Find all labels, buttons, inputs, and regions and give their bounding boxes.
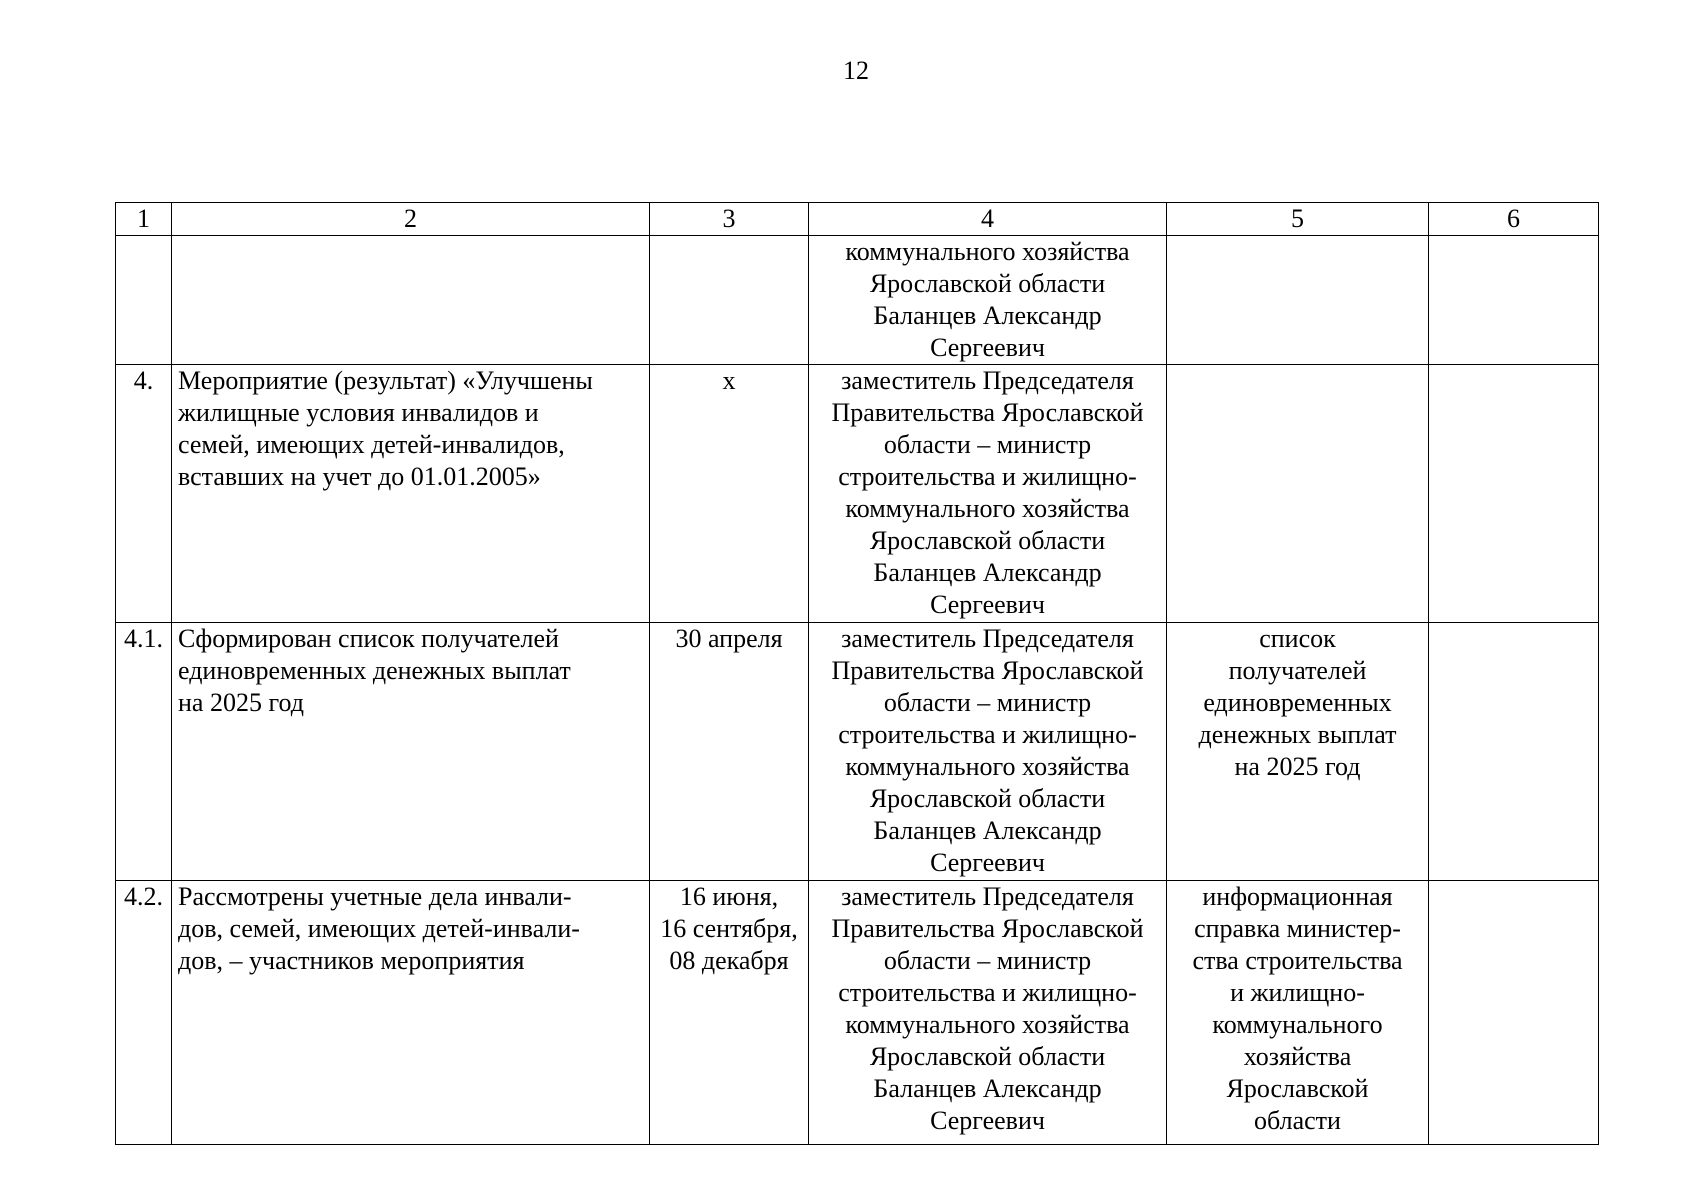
cell-text-line: Сформирован список получателей (178, 624, 559, 653)
cell-text-line: дов, семей, имеющих детей-инвали- (178, 914, 580, 943)
table-body (116, 236, 1599, 1145)
result-document-cell (1167, 365, 1429, 623)
cell-text-line: Рассмотрены учетные дела инвали- (178, 882, 572, 911)
cell-text-line: 4.2. (124, 882, 163, 911)
event-name-cell (172, 365, 650, 623)
cell-text-line: Ярославской области (869, 526, 1106, 555)
cell-text-line: вставших на учет до 01.01.2005» (178, 462, 541, 491)
cell-text-line: области – министр (883, 946, 1092, 975)
cell-text-line: 30 апреля (675, 624, 783, 653)
cell-text-line: Сергеевич (930, 590, 1045, 619)
cell-text-line: Баланцев Александр (873, 1074, 1102, 1103)
row-number-cell (116, 365, 172, 623)
cell-text-line: 08 декабря (669, 946, 789, 975)
cell-text-line: Мероприятие (результат) «Улучшены (178, 366, 593, 395)
row-number-cell (116, 881, 172, 1145)
notes-cell (1429, 881, 1599, 1145)
cell-text-line: и жилищно- (1230, 978, 1365, 1007)
cell-text-line: заместитель Председателя (841, 624, 1134, 653)
cell-text-line: заместитель Председателя (841, 366, 1134, 395)
notes-cell (1429, 623, 1599, 881)
cell-text-line: на 2025 год (178, 688, 304, 717)
cell-text-line: на 2025 год (1234, 752, 1361, 781)
cell-text-line: получателей (1228, 656, 1367, 685)
cell-text-line: коммунального хозяйства (845, 752, 1130, 781)
cell-text-line: денежных выплат (1198, 720, 1397, 749)
cell-text-line: семей, имеющих детей-инвалидов, (178, 430, 565, 459)
cell-text-line: 16 сентября, (660, 914, 798, 943)
cell-text-line: области – министр (883, 430, 1092, 459)
result-document-cell (1167, 623, 1429, 881)
cell-text-line: дов, – участников мероприятия (178, 946, 525, 975)
cell-text-line: области – министр (883, 688, 1092, 717)
page-number: 12 (843, 56, 869, 85)
responsible-cell (809, 623, 1167, 881)
cell-text-line: Ярославской (1226, 1074, 1369, 1103)
cell-text-line: жилищные условия инвалидов и (178, 398, 539, 427)
result-document-cell (1167, 881, 1429, 1145)
cell-text-line: Правительства Ярославской (831, 914, 1144, 943)
event-name-cell (172, 881, 650, 1145)
event-name-cell (172, 623, 650, 881)
cell-text-line: х (722, 366, 736, 395)
cell-text-line: строительства и жилищно- (838, 978, 1137, 1007)
cell-text-line: информационная (1202, 882, 1393, 911)
cell-text-line: единовременных денежных выплат (178, 656, 571, 685)
cell-text-line: справка министер- (1194, 914, 1401, 943)
notes-cell (1429, 365, 1599, 623)
column-header-5: 5 (1167, 203, 1429, 236)
cell-text-line: строительства и жилищно- (838, 720, 1137, 749)
cell-text-line: 4.1. (124, 624, 163, 653)
row-number-cell (116, 236, 172, 365)
cell-text-line: хозяйства (1243, 1042, 1352, 1071)
cell-text-line: Ярославской области (869, 784, 1106, 813)
header-row (116, 203, 1599, 236)
deadline-cell (650, 881, 809, 1145)
cell-text-line: единовременных (1203, 688, 1392, 717)
column-header-4: 4 (809, 203, 1167, 236)
cell-text-line: 16 июня, (679, 882, 779, 911)
column-header-6: 6 (1429, 203, 1599, 236)
cell-text-line: коммунального хозяйства (845, 237, 1130, 266)
cell-text-line: Сергеевич (930, 848, 1045, 877)
cell-text-line: области (1254, 1106, 1341, 1135)
cell-text-line: коммунального хозяйства (845, 494, 1130, 523)
cell-text-line: Баланцев Александр (873, 816, 1102, 845)
responsible-cell (809, 365, 1167, 623)
row-number-cell (116, 623, 172, 881)
cell-text-line: Ярославской области (869, 269, 1106, 298)
responsible-cell (809, 236, 1167, 365)
cell-text-line: список (1259, 624, 1336, 653)
column-header-2: 2 (172, 203, 650, 236)
cell-text-line: ства строительства (1192, 946, 1403, 975)
cell-text-line: Сергеевич (930, 333, 1045, 362)
deadline-cell (650, 623, 809, 881)
table-row (116, 365, 1599, 623)
cell-text-line: заместитель Председателя (841, 882, 1134, 911)
cell-text-line: Баланцев Александр (873, 558, 1102, 587)
cell-text-line: Правительства Ярославской (831, 398, 1144, 427)
column-header-1: 1 (116, 203, 172, 236)
responsible-cell (809, 881, 1167, 1145)
cell-text-line: коммунального (1212, 1010, 1383, 1039)
cell-text-line: строительства и жилищно- (838, 462, 1137, 491)
column-header-3: 3 (650, 203, 809, 236)
result-document-cell (1167, 236, 1429, 365)
event-name-cell (172, 236, 650, 365)
cell-text-line: коммунального хозяйства (845, 1010, 1130, 1039)
cell-text-line: Ярославской области (869, 1042, 1106, 1071)
cell-text-line: Баланцев Александр (873, 301, 1102, 330)
cell-text-line: Сергеевич (930, 1106, 1045, 1135)
table-row (116, 623, 1599, 881)
plan-table (115, 202, 1599, 1145)
deadline-cell (650, 236, 809, 365)
deadline-cell (650, 365, 809, 623)
table-row (116, 236, 1599, 365)
notes-cell (1429, 236, 1599, 365)
cell-text-line: 4. (133, 366, 154, 395)
cell-text-line: Правительства Ярославской (831, 656, 1144, 685)
table-row (116, 881, 1599, 1145)
